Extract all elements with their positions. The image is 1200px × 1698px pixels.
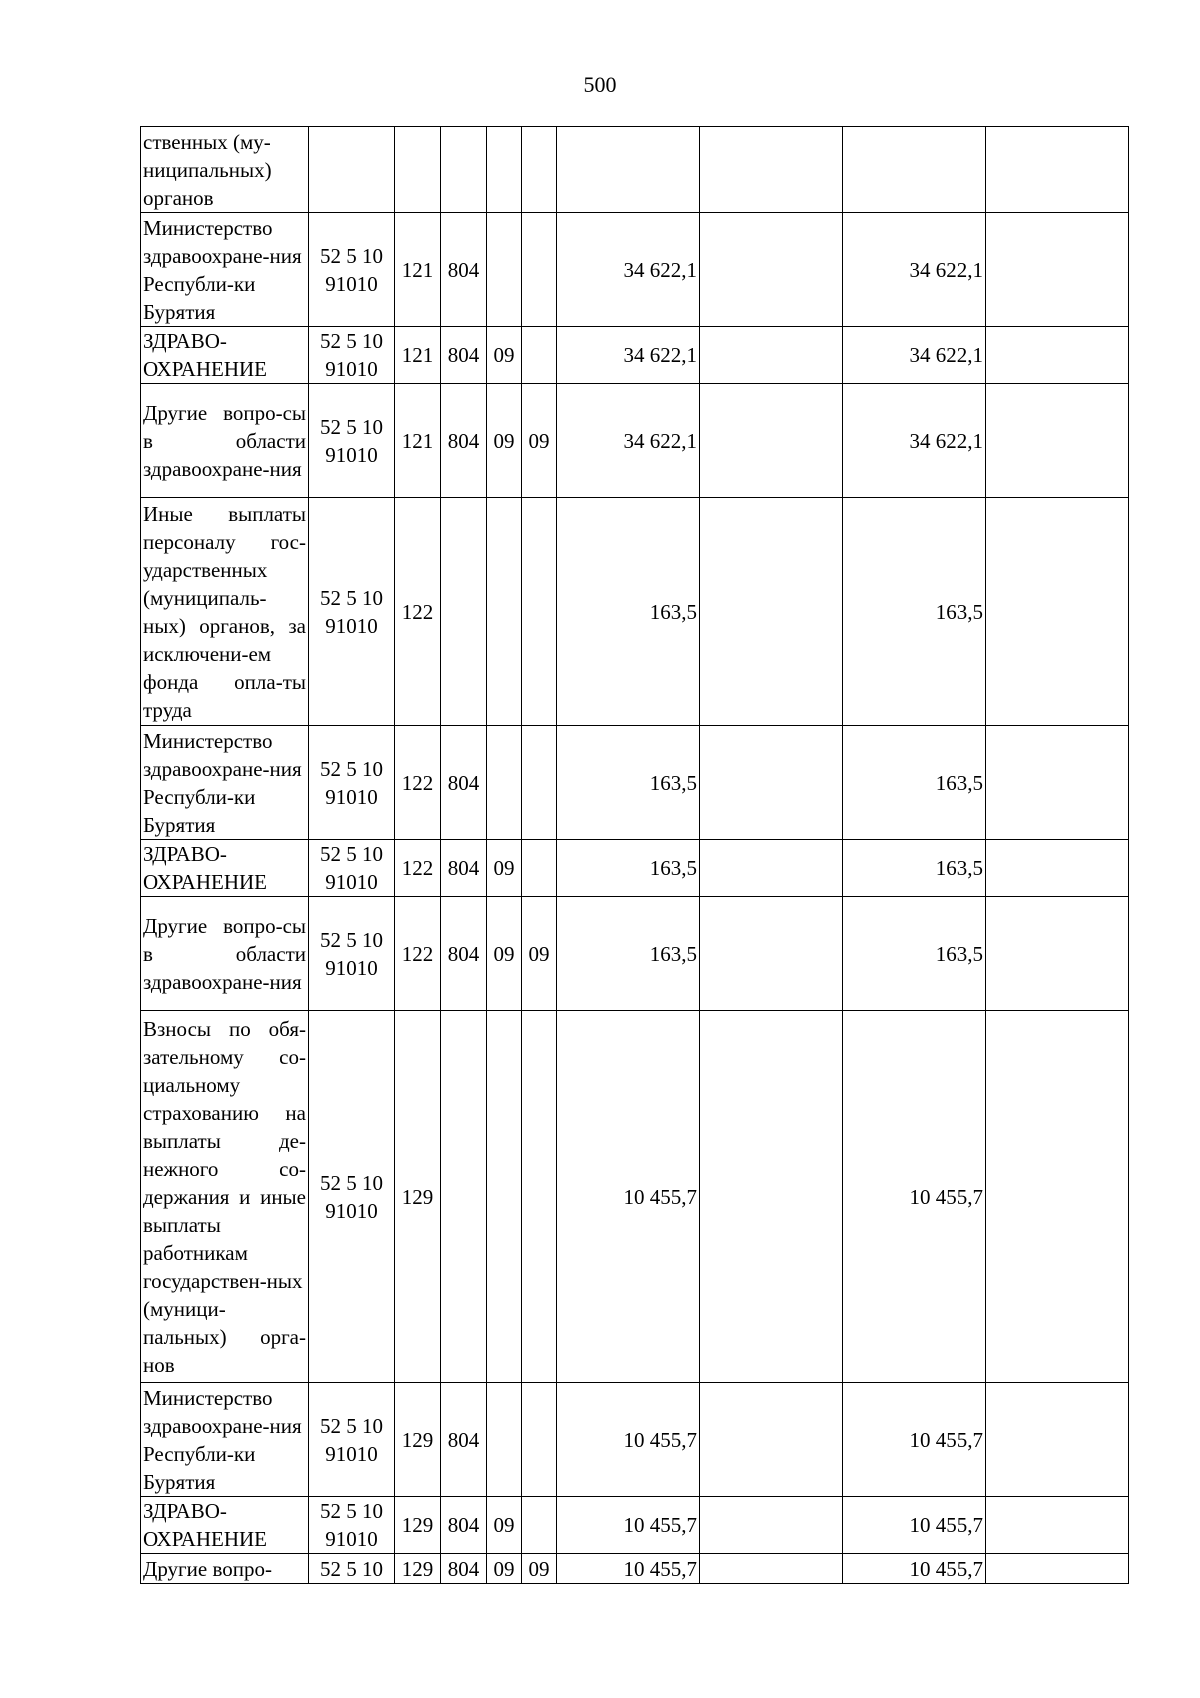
row-name: Министерство здравоохране-ния Республи-ки Бурятия bbox=[141, 726, 309, 840]
expense-type-code: 122 bbox=[395, 840, 441, 897]
amount-3: 34 622,1 bbox=[843, 213, 986, 327]
amount-3: 10 455,7 bbox=[843, 1554, 986, 1584]
admin-code bbox=[441, 1011, 487, 1383]
amount-1: 10 455,7 bbox=[557, 1554, 700, 1584]
amount-1: 34 622,1 bbox=[557, 213, 700, 327]
amount-2 bbox=[700, 1011, 843, 1383]
admin-code: 804 bbox=[441, 1383, 487, 1497]
target-article-code: 52 5 10 bbox=[309, 1554, 395, 1584]
subsection-code: 09 bbox=[522, 1554, 557, 1584]
amount-4 bbox=[986, 1011, 1129, 1383]
amount-3 bbox=[843, 127, 986, 213]
amount-4 bbox=[986, 1554, 1129, 1584]
table-row bbox=[141, 498, 1129, 726]
admin-code: 804 bbox=[441, 213, 487, 327]
admin-code: 804 bbox=[441, 384, 487, 498]
amount-3: 34 622,1 bbox=[843, 327, 986, 384]
section-code: 09 bbox=[487, 384, 522, 498]
row-name: ЗДРАВО-ОХРАНЕНИЕ bbox=[141, 327, 309, 384]
row-name: Другие вопро-сы в области здравоохране-ния bbox=[141, 384, 309, 498]
table-row bbox=[141, 127, 1129, 213]
section-code bbox=[487, 498, 522, 726]
amount-4 bbox=[986, 897, 1129, 1011]
target-article-code bbox=[309, 127, 395, 213]
amount-3: 10 455,7 bbox=[843, 1383, 986, 1497]
section-code bbox=[487, 1383, 522, 1497]
section-code: 09 bbox=[487, 1554, 522, 1584]
amount-2 bbox=[700, 1383, 843, 1497]
subsection-code bbox=[522, 498, 557, 726]
admin-code: 804 bbox=[441, 1497, 487, 1554]
section-code bbox=[487, 726, 522, 840]
amount-3: 163,5 bbox=[843, 726, 986, 840]
target-article-code: 52 5 10 91010 bbox=[309, 897, 395, 1011]
amount-2 bbox=[700, 726, 843, 840]
row-name: Министерство здравоохране-ния Республи-ки Бурятия bbox=[141, 213, 309, 327]
table-row bbox=[141, 1497, 1129, 1554]
subsection-code bbox=[522, 1011, 557, 1383]
table-row bbox=[141, 897, 1129, 1011]
subsection-code bbox=[522, 840, 557, 897]
subsection-code: 09 bbox=[522, 897, 557, 1011]
amount-1: 163,5 bbox=[557, 726, 700, 840]
amount-4 bbox=[986, 726, 1129, 840]
row-name: Министерство здравоохране-ния Республи-ки Бурятия bbox=[141, 1383, 309, 1497]
amount-1: 163,5 bbox=[557, 897, 700, 1011]
target-article-code: 52 5 10 91010 bbox=[309, 327, 395, 384]
amount-1 bbox=[557, 127, 700, 213]
admin-code bbox=[441, 498, 487, 726]
row-name: ЗДРАВО-ОХРАНЕНИЕ bbox=[141, 840, 309, 897]
row-name: Иные выплаты персоналу гос-ударственных (муниципаль-ных) органов, за исключени-ем фонда опла-ты труда bbox=[141, 498, 309, 726]
amount-3: 163,5 bbox=[843, 897, 986, 1011]
subsection-code: 09 bbox=[522, 384, 557, 498]
budget-table bbox=[140, 126, 1129, 1584]
amount-4 bbox=[986, 384, 1129, 498]
target-article-code: 52 5 10 91010 bbox=[309, 726, 395, 840]
expense-type-code: 129 bbox=[395, 1497, 441, 1554]
admin-code: 804 bbox=[441, 327, 487, 384]
section-code: 09 bbox=[487, 840, 522, 897]
amount-1: 10 455,7 bbox=[557, 1011, 700, 1383]
section-code bbox=[487, 1011, 522, 1383]
target-article-code: 52 5 10 91010 bbox=[309, 1011, 395, 1383]
subsection-code bbox=[522, 1383, 557, 1497]
subsection-code bbox=[522, 1497, 557, 1554]
amount-1: 163,5 bbox=[557, 498, 700, 726]
amount-4 bbox=[986, 498, 1129, 726]
subsection-code bbox=[522, 213, 557, 327]
expense-type-code: 121 bbox=[395, 213, 441, 327]
amount-4 bbox=[986, 327, 1129, 384]
amount-3: 34 622,1 bbox=[843, 384, 986, 498]
admin-code: 804 bbox=[441, 1554, 487, 1584]
subsection-code bbox=[522, 327, 557, 384]
table-row bbox=[141, 1554, 1129, 1584]
amount-4 bbox=[986, 1497, 1129, 1554]
expense-type-code: 129 bbox=[395, 1011, 441, 1383]
expense-type-code: 121 bbox=[395, 384, 441, 498]
amount-4 bbox=[986, 840, 1129, 897]
amount-1: 34 622,1 bbox=[557, 384, 700, 498]
expense-type-code: 121 bbox=[395, 327, 441, 384]
amount-1: 34 622,1 bbox=[557, 327, 700, 384]
amount-4 bbox=[986, 127, 1129, 213]
amount-2 bbox=[700, 384, 843, 498]
target-article-code: 52 5 10 91010 bbox=[309, 213, 395, 327]
row-name: Взносы по обя-зательному со-циальному страхованию на выплаты де-нежного со-держания и иные выплаты работникам государствен-ных (муници-пальных) орга-нов bbox=[141, 1011, 309, 1383]
amount-4 bbox=[986, 213, 1129, 327]
table-row bbox=[141, 213, 1129, 327]
amount-1: 163,5 bbox=[557, 840, 700, 897]
section-code bbox=[487, 127, 522, 213]
target-article-code: 52 5 10 91010 bbox=[309, 840, 395, 897]
expense-type-code: 129 bbox=[395, 1554, 441, 1584]
amount-2 bbox=[700, 840, 843, 897]
subsection-code bbox=[522, 726, 557, 840]
row-name: ЗДРАВО-ОХРАНЕНИЕ bbox=[141, 1497, 309, 1554]
table-row bbox=[141, 1383, 1129, 1497]
amount-2 bbox=[700, 498, 843, 726]
row-name: Другие вопро- bbox=[141, 1554, 309, 1584]
expense-type-code: 122 bbox=[395, 498, 441, 726]
table-row bbox=[141, 840, 1129, 897]
amount-1: 10 455,7 bbox=[557, 1497, 700, 1554]
subsection-code bbox=[522, 127, 557, 213]
amount-2 bbox=[700, 127, 843, 213]
section-code bbox=[487, 213, 522, 327]
expense-type-code: 122 bbox=[395, 897, 441, 1011]
amount-2 bbox=[700, 213, 843, 327]
table-row bbox=[141, 726, 1129, 840]
row-name: Другие вопро-сы в области здравоохране-ния bbox=[141, 897, 309, 1011]
amount-3: 163,5 bbox=[843, 498, 986, 726]
page-number: 500 bbox=[583, 72, 617, 97]
amount-3: 10 455,7 bbox=[843, 1497, 986, 1554]
admin-code: 804 bbox=[441, 726, 487, 840]
target-article-code: 52 5 10 91010 bbox=[309, 1497, 395, 1554]
admin-code: 804 bbox=[441, 840, 487, 897]
expense-type-code: 122 bbox=[395, 726, 441, 840]
section-code: 09 bbox=[487, 897, 522, 1011]
amount-1: 10 455,7 bbox=[557, 1383, 700, 1497]
admin-code bbox=[441, 127, 487, 213]
amount-2 bbox=[700, 897, 843, 1011]
expense-type-code: 129 bbox=[395, 1383, 441, 1497]
target-article-code: 52 5 10 91010 bbox=[309, 1383, 395, 1497]
target-article-code: 52 5 10 91010 bbox=[309, 384, 395, 498]
amount-2 bbox=[700, 327, 843, 384]
table-body bbox=[141, 127, 1129, 1584]
amount-3: 10 455,7 bbox=[843, 1011, 986, 1383]
expense-type-code bbox=[395, 127, 441, 213]
admin-code: 804 bbox=[441, 897, 487, 1011]
amount-3: 163,5 bbox=[843, 840, 986, 897]
section-code: 09 bbox=[487, 1497, 522, 1554]
table-row bbox=[141, 327, 1129, 384]
row-name: ственных (му- ниципальных) органов bbox=[141, 127, 309, 213]
section-code: 09 bbox=[487, 327, 522, 384]
amount-4 bbox=[986, 1383, 1129, 1497]
amount-2 bbox=[700, 1497, 843, 1554]
table-row bbox=[141, 384, 1129, 498]
table-row bbox=[141, 1011, 1129, 1383]
amount-2 bbox=[700, 1554, 843, 1584]
target-article-code: 52 5 10 91010 bbox=[309, 498, 395, 726]
